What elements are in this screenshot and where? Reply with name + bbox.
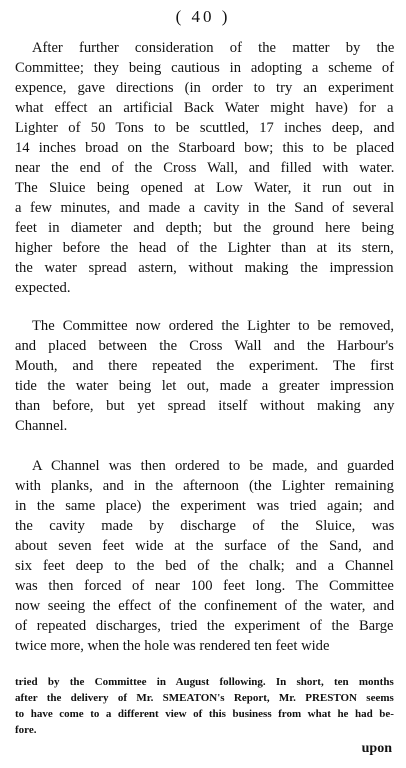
text-line: about seven feet wide at the surface of the Sand, and xyxy=(15,538,394,554)
catchword: upon xyxy=(361,741,392,756)
text-line: Lighter of 50 Tons to be scuttled, 17 inches deep, and xyxy=(15,120,395,136)
text-line: six feet deep to the bed of the chalk; and a Channel xyxy=(15,558,394,574)
text-line: now seeing the effect of the confinement of the water, and xyxy=(15,598,395,614)
text-line: Committee; they being cautious in adopting a scheme of xyxy=(15,60,395,76)
text-line: twice more, when the hole was rendered ten feet wide xyxy=(15,638,330,654)
footnote-line: after the delivery of Mr. SMEATON's Report, Mr. PRESTON seems xyxy=(15,692,394,704)
text-line: the cavity made by discharge of the Sluice, was xyxy=(15,518,395,534)
text-line: A Channel was then ordered to be made, and guarded xyxy=(32,458,395,474)
footnote-line: to have come to a different view of this business from what he had be- xyxy=(15,708,394,720)
page-number: ( 40 ) xyxy=(175,7,231,26)
text-line: with planks, and in the afternoon (the Lighter remaining xyxy=(15,478,394,494)
text-line: and placed between the Cross Wall and the Harbour's xyxy=(15,338,394,354)
text-line: the water spread astern, without making the impression xyxy=(15,260,394,276)
text-line: of repeated discharges, tried the experiment of the Barge xyxy=(15,618,394,634)
text-line: in the same place) the experiment was tried again; and xyxy=(15,498,395,514)
text-line: 14 inches broad on the Starboard bow; this to be placed xyxy=(15,140,395,156)
text-line: higher before the head of the Lighter than at its stern, xyxy=(15,240,394,256)
text-line: was then forced of near 100 feet long. The Committee xyxy=(15,578,394,594)
text-line: expected. xyxy=(15,280,71,296)
text-line: The Sluice being opened at Low Water, it run out in xyxy=(15,180,395,196)
text-line: Mouth, and there repeated the experiment. The first xyxy=(15,358,394,374)
text-line: near the end of the Cross Wall, and filled with water. xyxy=(15,160,395,176)
text-line: a few minutes, and made a cavity in the Sand of several xyxy=(15,200,395,216)
footnote-line: tried by the Committee in August following. In short, ten months xyxy=(15,676,394,688)
text-line: Channel. xyxy=(15,418,68,434)
text-line: feet in diameter and depth; but the ground here being xyxy=(15,220,395,236)
text-line: After further consideration of the matter by the xyxy=(32,40,395,56)
text-line: tide the water being let out, made a greater impression xyxy=(15,378,394,394)
text-line: expence, gave directions (in order to try an experiment xyxy=(15,80,394,96)
text-line: than before, but yet spread itself without making any xyxy=(15,398,395,414)
footnote-line: fore. xyxy=(15,724,37,736)
text-line: The Committee now ordered the Lighter to be removed, xyxy=(32,318,395,334)
text-line: what effect an artificial Back Water might have) for a xyxy=(15,100,394,116)
